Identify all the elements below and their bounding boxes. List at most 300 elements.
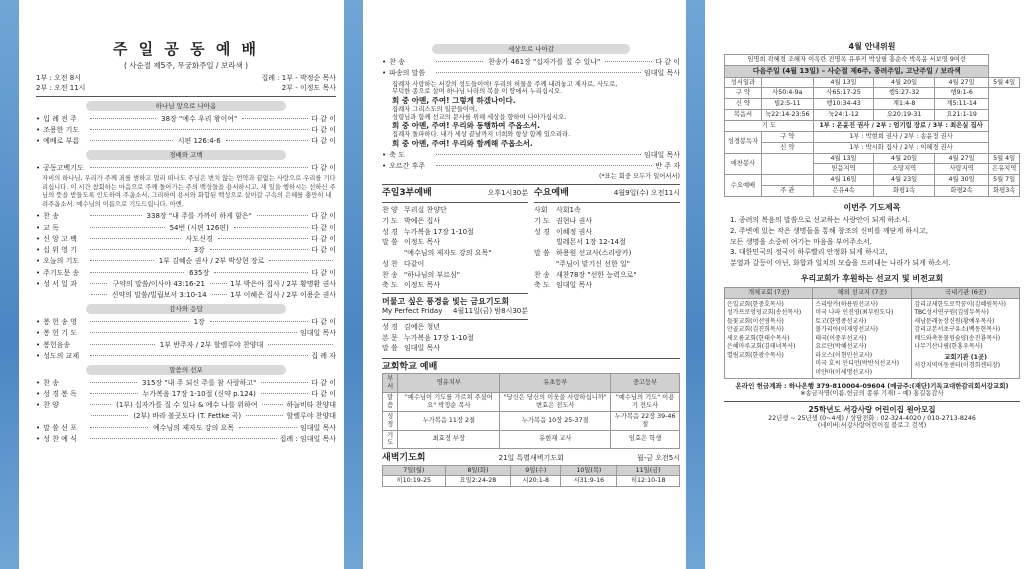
order-list	[382, 58, 680, 78]
mission-item: 토고(한명종선교사)	[815, 317, 867, 325]
order-list	[36, 212, 336, 300]
table-header: 부서	[383, 374, 398, 393]
order-content: 찬송가 461장 "십자가를 질 수 있나"	[488, 58, 601, 67]
page-title: 주 일 공 동 예 배	[112, 40, 260, 58]
table-cell: 은유지역	[989, 164, 1020, 175]
mission-item: 새남문래농장신원(황예우목사)	[914, 317, 995, 325]
order-leader: 다 같 이	[311, 114, 336, 123]
table-cell: 말씀	[383, 393, 398, 412]
order-item	[36, 115, 336, 124]
prayer-title: 이번주 기도제목	[843, 203, 901, 213]
order-label: • 찬 양	[43, 401, 59, 410]
item-value: 임대일 목사	[556, 281, 593, 290]
dot-leader	[268, 344, 333, 345]
order-label: • 파송의 말씀	[389, 69, 426, 78]
order-content: 338장 "내 주를 가까이 하게 함은"	[146, 212, 252, 221]
mission-item: 요르단(박혜선교사)	[815, 343, 867, 351]
item-value: 이정도 목사	[404, 281, 441, 290]
standing-note: (*표는 회중 모두가 일어서서)	[599, 173, 680, 181]
table-cell: 1부 : 박시화 집사 / 2부 : 이혜경 권사	[813, 142, 989, 153]
lunch-label: 애찬봉사	[725, 153, 762, 175]
order-item	[36, 352, 336, 361]
mission-table	[724, 287, 1020, 379]
table-header: 8일(화)	[445, 465, 511, 476]
item-value: 사회1속	[556, 206, 581, 215]
table-cell: 누가복음 11장 2절	[398, 411, 500, 430]
kinder-blog: (네이버:서강사랑어린이집 블로그 검색)	[817, 422, 927, 430]
prayer-list	[730, 216, 1020, 268]
wednesday-title: 수요예배	[534, 187, 569, 198]
mission-item: 안골교회(김진희목사)	[727, 326, 784, 334]
item-value: "예수님의 제자도 강의 요목"	[404, 249, 492, 258]
dot-leader	[90, 238, 181, 239]
order-content: 635장	[189, 268, 210, 277]
order-label: • 신 앙 고 백	[43, 234, 77, 243]
order-content: (2부) 바라 볼곳도다 (T. Fettke 곡)	[133, 412, 242, 421]
wednesday-time: 4월9일(수) 오전11시	[613, 188, 680, 197]
order-leader: 다 같 이	[311, 223, 336, 232]
divider	[36, 96, 336, 97]
dawn-title: 새벽기도회	[382, 453, 426, 464]
dot-leader	[246, 415, 283, 416]
item-label: 성 경	[382, 227, 398, 236]
liturgy-line: 회 중 아멘, 주여! 우리와 동행하여 주옵소서.	[392, 121, 540, 131]
table-cell: 신 약	[761, 142, 813, 153]
account-info: 온라인 헌금계좌 : 하나은행 379-810004-09604 (예금주:(재단)기독교대한감리회서강교회)	[735, 382, 1009, 391]
liturgy-line: 성령님과 함께 선교의 문사를 위해 세상을 향하여 나아가십시오.	[392, 113, 567, 121]
order-leader: 하늘비타 찬양대	[286, 401, 336, 410]
list-item	[382, 249, 528, 258]
confession-text: 자비의 하나님, 우리가 주께 죄를 범하고 멀리 떠나도 주님은 변치 않는 언약과 끝없는 사랑으로 우리를 기다리십니다. 이 시간 참회하는 마음으로 주께 돌아가는 주의 백성들을 용서하시고, 새 일을 행하시는 선하신 주님의 뜻을 받들도록 인도하여 주옵소서, 그리하여 용서와 화합된 백성으로 살아갈 구속의 은혜를 충만히 내려주옵소서. 예수님의 이름으로 기도드립니다. 아멘.	[42, 175, 336, 208]
order-content: 1장	[193, 318, 205, 326]
middle-color-band	[344, 0, 363, 569]
item-label	[534, 238, 556, 247]
table-cell: 사65:17-25	[813, 88, 874, 99]
dot-leader	[257, 215, 308, 216]
table-cell	[761, 77, 813, 88]
order-item	[36, 435, 336, 444]
dot-leader	[90, 355, 308, 356]
column-services	[382, 0, 680, 569]
item-label: 말 씀	[534, 249, 550, 258]
order-label: • 봉 헌 기 도	[43, 329, 77, 338]
item-label	[534, 260, 556, 269]
dot-leader	[90, 272, 184, 273]
item-label: 성 경	[382, 322, 398, 331]
item-value: 하용원 선교사(스리랑카)	[556, 249, 632, 258]
dot-leader	[90, 404, 111, 405]
order-label: • 십 위 영 기	[43, 246, 77, 255]
order-item	[36, 291, 336, 300]
order-label: • 오르간 후주	[389, 161, 426, 170]
divider	[534, 202, 680, 203]
table-cell: 주 관	[761, 186, 813, 197]
list-item	[382, 344, 528, 353]
table-header: 유초등부	[500, 374, 611, 393]
third-service-title: 주일3부예배	[382, 187, 432, 198]
order-label: • 성 찬 예 식	[43, 434, 77, 443]
order-item	[36, 318, 336, 327]
table-cell: 요일2:24-28	[445, 476, 511, 487]
order-item	[36, 329, 336, 338]
mission-title: 우리교회가 후원하는 선교지 및 비전교회	[800, 273, 944, 283]
order-leader: 다 같 이	[311, 318, 336, 326]
liturgy-line: 회 중 아멘, 주여! 그렇게 하겠나이다.	[392, 96, 516, 106]
mission-item: 스리랑카(하용원선교사)	[815, 300, 878, 308]
dot-leader	[210, 283, 227, 284]
order-content: 1부 김혜순 권사 / 2부 박상현 장로	[158, 257, 265, 266]
table-cell: 요20:19-31	[874, 110, 935, 121]
order-content: 사도신경	[185, 234, 213, 243]
table-cell: 화평3속	[989, 186, 1020, 197]
order-leader: 1부 이혜은 집사 / 2부 이용순 권사	[230, 291, 336, 300]
divider	[382, 184, 680, 185]
dot-leader	[239, 427, 297, 428]
table-cell: 유현재 교사	[500, 430, 611, 449]
dot-leader	[436, 165, 652, 166]
ushers-names: 임명희 곽혜경 조혜자 이옥란 전명옥 유루키 박상필 홍순숙 박옥윤 서보영 9여선	[725, 55, 989, 66]
dot-leader	[90, 215, 141, 216]
dot-leader	[90, 118, 156, 119]
table-cell: 믿음지역	[813, 164, 874, 175]
order-leader: 1부 박은아 집사 / 2부 황명환 권사	[230, 279, 336, 288]
list-item	[534, 260, 680, 269]
dot-leader	[234, 227, 308, 228]
dot-leader	[90, 249, 188, 250]
table-cell: 기 도	[725, 121, 814, 132]
table-header: 4월 20일	[874, 77, 935, 88]
item-label: 찬 양	[382, 206, 398, 215]
dot-leader	[90, 332, 297, 333]
liturgy-line: 무덕한 종으로 살며 하나님 나라의 복을 이 땅에서 누리십시오.	[392, 88, 563, 96]
table-cell: 사랑지역	[934, 164, 988, 175]
mission-item: TBC성서연구원(김영두목사)	[914, 309, 989, 317]
order-leader: 다 같 이	[311, 126, 336, 134]
ushers-table	[724, 54, 1020, 197]
order-leader: 집례 : 임대일 목사	[279, 434, 336, 443]
table-header: 7일(월)	[383, 465, 446, 476]
order-content: 시편 126:4-6	[177, 137, 221, 146]
liturgy-line: 집례자 돌파하다. 내가 세상 끝날까지 너희와 항상 함께 있으리라.	[392, 130, 571, 138]
section-header: 세상으로 나아감	[432, 44, 630, 54]
table-cell: 행9:1-6	[934, 88, 988, 99]
page-subtitle: ( 사순절 제5주, 무궁화주일 / 보라색 )	[123, 60, 249, 70]
item-label: 말 씀	[382, 344, 398, 353]
order-leader: 반 주 자	[655, 161, 680, 170]
order-content: (1부) 십자가를 질 수 있나 & 예수 나를 위하여	[116, 401, 258, 410]
table-cell: 행10:34-43	[813, 99, 874, 110]
list-item	[534, 271, 680, 280]
dot-leader	[210, 249, 308, 250]
dot-leader	[212, 294, 228, 295]
table-header: 중고등부	[611, 374, 680, 393]
dot-leader	[90, 321, 188, 322]
third-service-list	[382, 206, 528, 290]
left-color-band	[0, 0, 19, 569]
list-item	[382, 323, 528, 332]
order-item	[36, 412, 336, 421]
list-item	[382, 260, 528, 269]
table-header: 영유치부	[398, 374, 500, 393]
order-label: • 조용한 기도	[43, 126, 80, 134]
order-item	[36, 379, 336, 388]
wed-label: 수요예배	[725, 175, 762, 197]
order-leader: 할렐루야 찬양대	[286, 412, 336, 421]
section-header: 경배와 고백	[86, 150, 286, 160]
list-item	[534, 206, 680, 215]
order-item	[36, 401, 336, 410]
dot-leader	[90, 260, 154, 261]
list-item	[534, 249, 680, 258]
mission-item: 서강지역아동센터(이경희센터장)	[914, 361, 1001, 369]
order-item	[382, 58, 680, 67]
table-row	[725, 88, 1020, 99]
order-list	[36, 379, 336, 444]
table-row	[725, 99, 1020, 110]
list-item	[382, 271, 528, 280]
table-header: 5월 4일	[989, 77, 1020, 88]
order-label: • 입 례 전 주	[43, 114, 77, 123]
dawn-sub: 21일 특별새벽기도회	[498, 454, 564, 463]
list-item	[382, 334, 528, 343]
dot-leader	[90, 344, 155, 345]
table-cell: 빌2:5-11	[761, 99, 813, 110]
table-cell: 1부 : 온윤진 권사 / 2부 : 엄기림 장로 / 3부 : 최은실 집사	[813, 121, 989, 132]
order-leader: 다 같 이	[311, 378, 336, 387]
order-label: • 찬 송	[43, 378, 59, 387]
item-label: 성 경	[534, 227, 550, 236]
table-cell: 눅24:1-12	[813, 110, 874, 121]
third-service-time: 오후1시30분	[487, 188, 528, 197]
table-cell: 화평1속	[874, 186, 935, 197]
prayer-item: 모든 생명을 소중히 여기는 마음을 부어주소서.	[730, 237, 872, 246]
dot-leader	[226, 140, 309, 141]
dot-leader	[261, 382, 308, 383]
list-item	[382, 281, 528, 290]
order-content: 누가복음 17장 1-10절 (신약 p.124)	[142, 389, 256, 398]
dot-leader	[269, 260, 333, 261]
table-header: 4월 20일	[874, 153, 935, 164]
table-row	[383, 411, 680, 430]
table-header: 5월 4일	[989, 153, 1020, 164]
order-label: • 교 독	[43, 223, 59, 232]
order-list	[36, 318, 336, 361]
table-cell	[761, 175, 813, 186]
divider	[382, 319, 528, 320]
order-leader: 다 같 이	[311, 234, 336, 243]
item-value: 권현나 권사	[556, 216, 593, 225]
prayer-item: 1. 종려의 복음의 말씀으로 선교하는 사랑안이 되게 하소서.	[730, 216, 911, 225]
table-cell: "예수님의 기도" 이용기 전도사	[611, 393, 680, 412]
item-label: 기 도	[534, 216, 550, 225]
table-cell: 구 약	[725, 88, 762, 99]
table-cell: 최효정 부장	[398, 430, 500, 449]
sending-liturgy	[392, 81, 680, 148]
column-worship-order	[36, 0, 336, 569]
order-item	[36, 390, 336, 399]
divider	[382, 358, 680, 359]
item-label: 본 문	[382, 333, 398, 342]
order-item	[382, 69, 680, 78]
order-item	[36, 137, 336, 146]
table-row	[725, 110, 1020, 121]
dot-leader	[90, 129, 308, 130]
table-cell	[761, 153, 813, 175]
list-item	[534, 228, 680, 237]
order-label: • 말 씀 선 포	[43, 423, 77, 432]
dot-leader	[90, 438, 276, 439]
order-label: • 주기도문 송	[43, 268, 80, 277]
dot-leader	[262, 404, 283, 405]
divider	[382, 202, 528, 203]
order-label: • 봉 헌 송 영	[43, 318, 77, 326]
mission-item: 태국(이중우선교사)	[815, 334, 867, 342]
table-header: 4월 16일	[813, 175, 874, 186]
mission-item: 미얀마(이세명선교사)	[815, 368, 873, 376]
dawn-table	[382, 465, 680, 488]
mission-item: 미국 호씨 인디언(박반석선교사)	[815, 360, 900, 368]
table-cell: 히10:19-25	[383, 476, 446, 487]
table-header: 9일(수)	[511, 465, 561, 476]
mission-item: 미국 나파 인진영(최부원도다)	[815, 309, 894, 317]
table-cell: 눅22:14-23:56	[761, 110, 813, 121]
mission-item: 라오스(이현민선교사)	[815, 351, 873, 359]
prayer-item: 2. 주변에 있는 작은 생명들을 통해 창조의 신비를 깨닫게 하시고,	[730, 226, 928, 235]
table-header: 해외 선교지 (7곳)	[813, 287, 912, 298]
item-value: "주님이 맡기신 선한 일"	[556, 259, 630, 268]
dot-leader	[436, 154, 641, 155]
mission-item: 은혜마루교회(김태녀목사)	[727, 343, 796, 351]
dot-leader	[605, 61, 652, 62]
order-item	[36, 341, 336, 350]
mission-item: 성가프로엉덩교회(송선목사)	[727, 309, 802, 317]
service-time-1: 1부 : 오전 8시	[36, 74, 81, 83]
dot-leader	[210, 321, 308, 322]
column-announcements	[724, 0, 1020, 569]
list-item	[382, 228, 528, 237]
right-color-band	[686, 0, 705, 569]
item-value: 이정도 목사	[404, 238, 441, 247]
order-item	[382, 151, 680, 160]
mission-item: 새오름교회(한태수목사)	[727, 334, 790, 342]
dot-leader	[90, 382, 137, 383]
order-list	[382, 151, 680, 171]
order-content: 54번 (시편 126편)	[169, 223, 229, 232]
table-cell: 계5:11-14	[934, 99, 988, 110]
table-header: 4월 27일	[934, 153, 988, 164]
table-cell: 신 약	[725, 99, 762, 110]
table-cell: 시31:9-16	[561, 476, 617, 487]
table-cell: 화평2속	[934, 186, 988, 197]
list-item	[534, 281, 680, 290]
mission-item: 나무기산나림(한홍우목사)	[914, 343, 983, 351]
kinder-title: 25학년도 서강사랑 어린이집 원아모집	[808, 405, 936, 415]
item-value: 누가복음 17장 1-10절	[404, 333, 474, 342]
order-leader: 다 같 이	[311, 137, 336, 146]
mission-item: 볼가리아(이재영선교사)	[815, 326, 878, 334]
table-header: 11일(금)	[617, 465, 680, 476]
order-item	[382, 162, 680, 171]
table-cell: 행5:27-32	[874, 88, 935, 99]
order-label: • 성도의 교제	[43, 351, 80, 360]
list-item	[382, 238, 528, 247]
table-cell: 히12:10-18	[617, 476, 680, 487]
table-row	[725, 131, 1020, 142]
mission-item: 감리교새한도로깍꿍이(김혜원목사)	[914, 300, 1006, 308]
order-item	[36, 269, 336, 278]
order-leader: 임대일 목사	[643, 150, 680, 159]
item-label: 찬 송	[534, 270, 550, 279]
dot-leader	[90, 140, 173, 141]
order-leader: 다 같 이	[311, 246, 336, 255]
dot-leader	[91, 294, 107, 295]
mission-item: 감리교본서초구유소(백동현목사)	[914, 326, 1001, 334]
order-content: 38장 "예수 우리 왕이여"	[161, 114, 238, 123]
dot-leader	[90, 283, 107, 284]
account-note: ※송금자명(이름.헌금의 종류 기재) – 예) 홍길동감사	[800, 390, 944, 398]
dot-leader	[90, 427, 148, 428]
table-cell: 누가복음 10장 25-37절	[500, 411, 611, 430]
item-value: 김예은 청년	[404, 322, 441, 331]
divider	[724, 401, 1020, 402]
list-item	[382, 217, 528, 226]
item-label: 축 도	[534, 281, 550, 290]
order-content: 315장 "내 주 되신 주를 참 사랑하고"	[142, 378, 257, 387]
dot-leader	[91, 415, 128, 416]
dot-leader	[436, 72, 641, 73]
friday-time: 4월11일(금) 밤8시30분	[453, 307, 528, 316]
dot-leader	[90, 227, 164, 228]
service-leader-2: 2부 - 이정도 목사	[281, 83, 336, 92]
item-value: 임대일 목사	[404, 344, 441, 353]
section-header: 말씀의 선포	[86, 365, 286, 375]
liturgy-line: 집례자 그리스도의 일꾼들이여,	[392, 105, 478, 113]
dawn-time: 월-금 오전5시	[636, 454, 680, 463]
table-cell: 요21:1-19	[934, 110, 988, 121]
table-header: 국내기관 (6곳)	[912, 287, 1020, 298]
order-item: • 공동고백기도 다 같 이	[36, 164, 336, 173]
section-header: 하나님 앞으로 나아옴	[86, 101, 286, 111]
dot-leader	[214, 272, 308, 273]
order-content: 3장	[193, 246, 205, 255]
item-value: 빌레몬서 1장 12-14절	[556, 238, 626, 247]
order-label: • 예배로 부름	[43, 137, 80, 146]
item-label: 찬 송	[382, 270, 398, 279]
item-value: 무리실 찬양단	[404, 206, 447, 215]
item-value: 다같이	[404, 259, 425, 268]
order-leader: 임대일 목사	[299, 423, 336, 432]
table-header: 4월 23일	[874, 175, 935, 186]
item-label	[382, 249, 404, 258]
section-header: 감사와 응답	[86, 304, 286, 314]
order-leader: 임대일 목사	[299, 329, 336, 338]
service-time-2: 2부 : 오전 11시	[36, 83, 86, 92]
item-value: 이혜정 권사	[556, 227, 593, 236]
table-cell: 임효은 학생	[611, 430, 680, 449]
table-cell: 구 약	[761, 131, 813, 142]
friday-list	[382, 323, 528, 353]
liturgy-line: 회 중 아멘, 주여! 우리와 함께해 주옵소서.	[392, 138, 533, 148]
table-header: 5월 7일	[989, 175, 1020, 186]
order-item	[36, 235, 336, 244]
table-row	[725, 142, 1020, 153]
mission-item: 열림교회(한광수목사)	[727, 351, 784, 359]
order-label: • 찬 송	[389, 58, 405, 67]
dot-leader	[261, 393, 308, 394]
kinder-contact: 22년생 ~ 25년생 (0~4세) / 상담전화 : 02-324-4020 / 010-2713-8246	[768, 414, 976, 422]
table-cell: 누가복음 22장 39-46절	[611, 411, 680, 430]
order-item	[36, 224, 336, 233]
